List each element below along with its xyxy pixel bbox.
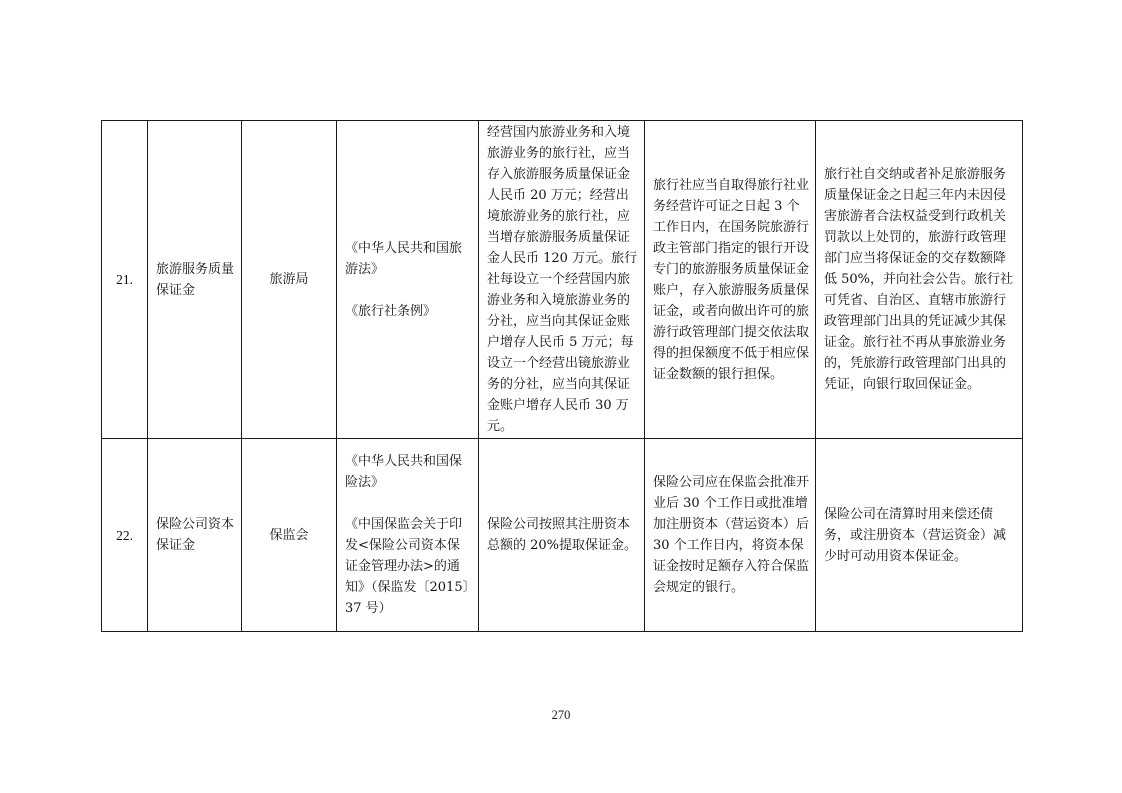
authority: 保监会 — [242, 439, 337, 632]
law-reference: 《中国保监会关于印发<保险公司资本保证金管理办法>的通知》（保监发〔2015〕37 号） — [345, 517, 470, 616]
page-number: 270 — [551, 708, 571, 722]
deposit-timing: 保险公司应在保监会批准开业后 30 个工作日或批准增加注册资本（营运资本）后 30 个工作日内，将资本保证金按时足额存入符合保监会规定的银行。 — [645, 439, 816, 632]
law-reference: 《旅行社条例》 — [345, 303, 437, 319]
deposit-name: 保险公司资本保证金 — [148, 439, 242, 632]
deposit-standard: 保险公司按照其注册资本总额的 20%提取保证金。 — [479, 439, 645, 632]
deposit-standard: 经营国内旅游业务和入境旅游业务的旅行社，应当存入旅游服务质量保证金人民币 20 万元；经营出境旅游业务的旅行社，应当增存旅游服务质量保证金人民币 120 万元。旅行社每设立一个经营国内旅游业务和入境旅游业务的分社，应当向其保证金账户增存人民币 5 万元；每设立一个经营出镜旅游业务的分社，应当向其保证金账户增存人民币 30 万元。 — [479, 121, 645, 439]
table-row — [102, 439, 1023, 632]
authority: 旅游局 — [242, 121, 337, 439]
refund-conditions: 保险公司在清算时用来偿还债务，或注册资本（营运资金）减少时可动用资本保证金。 — [816, 439, 1023, 632]
row-number: 22. — [102, 439, 148, 632]
legal-basis — [337, 439, 479, 632]
law-reference: 《中华人民共和国保险法》 — [345, 454, 463, 490]
law-reference: 《中华人民共和国旅游法》 — [345, 240, 463, 277]
deposit-table — [101, 120, 1023, 632]
deposit-name: 旅游服务质量保证金 — [148, 121, 242, 439]
refund-conditions: 旅行社自交纳或者补足旅游服务质量保证金之日起三年内未因侵害旅游者合法权益受到行政机关罚款以上处罚的，旅游行政管理部门应当将保证金的交存数额降低 50%，并向社会公告。旅行社可凭省、自治区、直辖市旅游行政管理部门出具的凭证减少其保证金。旅行社不再从事旅游业务的，凭旅游行政管理部门出具的凭证，向银行取回保证金。 — [816, 121, 1023, 439]
legal-basis — [337, 121, 479, 439]
deposit-timing: 旅行社应当自取得旅行社业务经营许可证之日起 3 个工作日内，在国务院旅游行政主管部门指定的银行开设专门的旅游服务质量保证金账户，存入旅游服务质量保证金，或者向做出许可的旅游行政管理部门提交依法取得的担保额度不低于相应保证金数额的银行担保。 — [645, 121, 816, 439]
table-row — [102, 121, 1023, 439]
row-number: 21. — [102, 121, 148, 439]
